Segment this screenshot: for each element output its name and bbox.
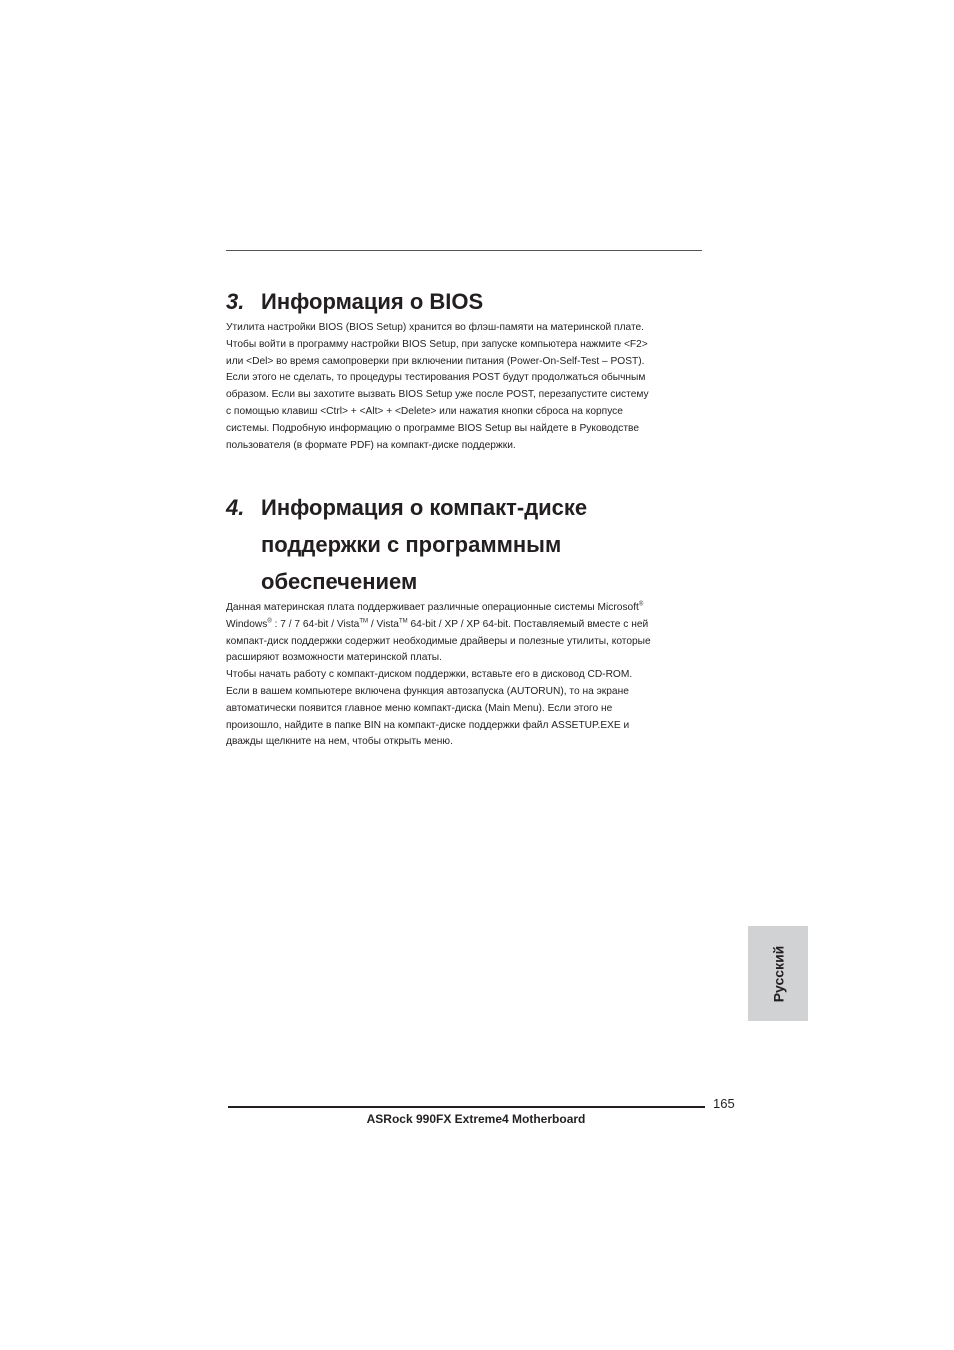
trademark-mark: TM [398, 618, 408, 625]
text-run: Данная материнская плата поддерживает различные операционные системы Microsoft [226, 602, 639, 613]
section-heading [226, 489, 702, 600]
language-label: Русский [769, 945, 786, 1002]
section-heading [226, 283, 702, 320]
registered-mark: ® [638, 601, 644, 608]
section-paragraph-usage: Чтобы начать работу с компакт-диском поддержки, вставьте его в дисковод CD-ROM. Если в вашем компьютере включена функция автозапуска (AUTORUN), то на экране автоматически появится главное меню компакт-диска (Main Menu). Если этого не произошло, найдите в папке BIN на компакт-диске поддержки файл ASSETUP.EXE и дважды щелкните на нем, чтобы открыть меню. [226, 669, 633, 748]
footer-divider [228, 1106, 705, 1108]
section-support-cd-info [226, 489, 702, 751]
text-run: Windows [226, 618, 268, 630]
page-number: 165 [713, 1096, 735, 1111]
section-paragraph-os [226, 600, 702, 667]
trademark-mark: TM [359, 618, 369, 625]
top-divider [226, 250, 702, 251]
section-number: 3. [226, 289, 245, 314]
footer-title: ASRock 990FX Extreme4 Motherboard [366, 1112, 586, 1126]
text-run: 64-bit / XP / XP 64-bit. Поставляемый вместе с ней компакт-диск поддержки содержит необходимые драйверы и полезные утилиты, которые расширяют возможности материнской платы. [226, 618, 651, 664]
text-run: / Vista [368, 618, 399, 630]
language-tab [748, 926, 808, 1021]
section-bios-info [226, 283, 702, 454]
section-title: Информация о BIOS [261, 289, 484, 314]
text-run: : 7 / 7 64-bit / Vista [271, 618, 360, 630]
section-body: Утилита настройки BIOS (BIOS Setup) хранится во флэш-памяти на материнской плате. Чтобы войти в программу настройки BIOS Setup, при запуске компьютера нажмите <F2> или <Del> во время самопроверки при включении питания (Power-On-Self-Test – POST). Если этого не сделать, то процедуры тестирования POST будут продолжаться обычным образом. Если вы захотите вызвать BIOS Setup уже после POST, перезапустите систему с помощью клавиш <Ctrl> + <Alt> + <Delete> или нажатия кнопки сброса на корпусе системы. Подробную информацию о программе BIOS Setup вы найдете в Руководстве пользователя (в формате PDF) на компакт-диске поддержки. [226, 322, 649, 451]
registered-mark: ® [267, 618, 272, 625]
section-number: 4. [226, 495, 245, 520]
section-title: Информация о компакт-диске поддержки с программным обеспечением [261, 495, 588, 594]
